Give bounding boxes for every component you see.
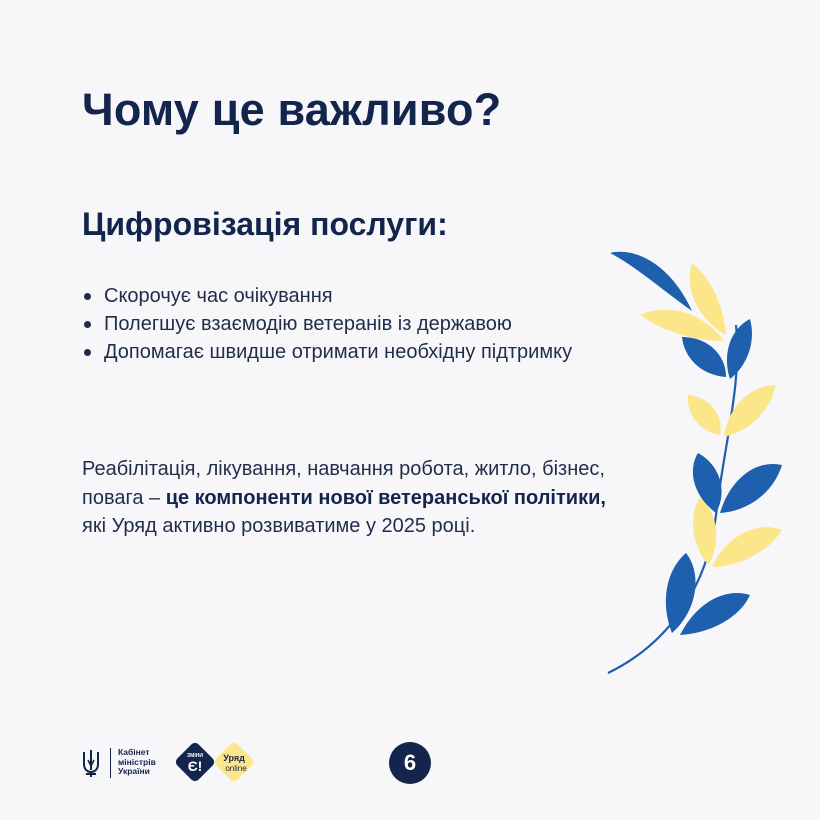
list-item: Скорочує час очікування [80,282,600,310]
cabinet-line: міністрів [118,756,156,767]
wheat-branch-icon [600,245,810,680]
paragraph-text-bold: це компоненти нової ветеранської політики, [165,486,606,509]
benefits-list [80,282,600,366]
cabinet-line: Кабінет [118,747,150,757]
zminy-letter: Є! [187,758,203,774]
cabinet-line: України [118,766,150,776]
section-subtitle: Цифровізація послуги: [82,206,448,242]
uriad-bottom-text: online [225,764,247,773]
policy-paragraph [82,455,622,541]
list-item: Допомагає швидше отримати необхідну підтримку [80,338,600,366]
page-title: Чому це важливо? [82,84,502,135]
logo-divider [110,748,111,778]
paragraph-text-start: Реабілітація, лікування, навчання робота, житло, бізнес, повага – [82,458,605,509]
uriad-online-logo [210,740,262,784]
cabinet-logo-text [118,748,178,777]
uriad-top-text: Уряд [223,753,245,763]
list-item: Полегшує взаємодію ветеранів із державою [80,310,600,338]
zminy-top-text: ЗМІНИ [187,753,203,759]
trident-icon [80,748,102,778]
paragraph-text-end: які Уряд активно розвиватиме у 2025 році. [82,515,476,537]
page-number-badge: 6 [389,742,431,784]
